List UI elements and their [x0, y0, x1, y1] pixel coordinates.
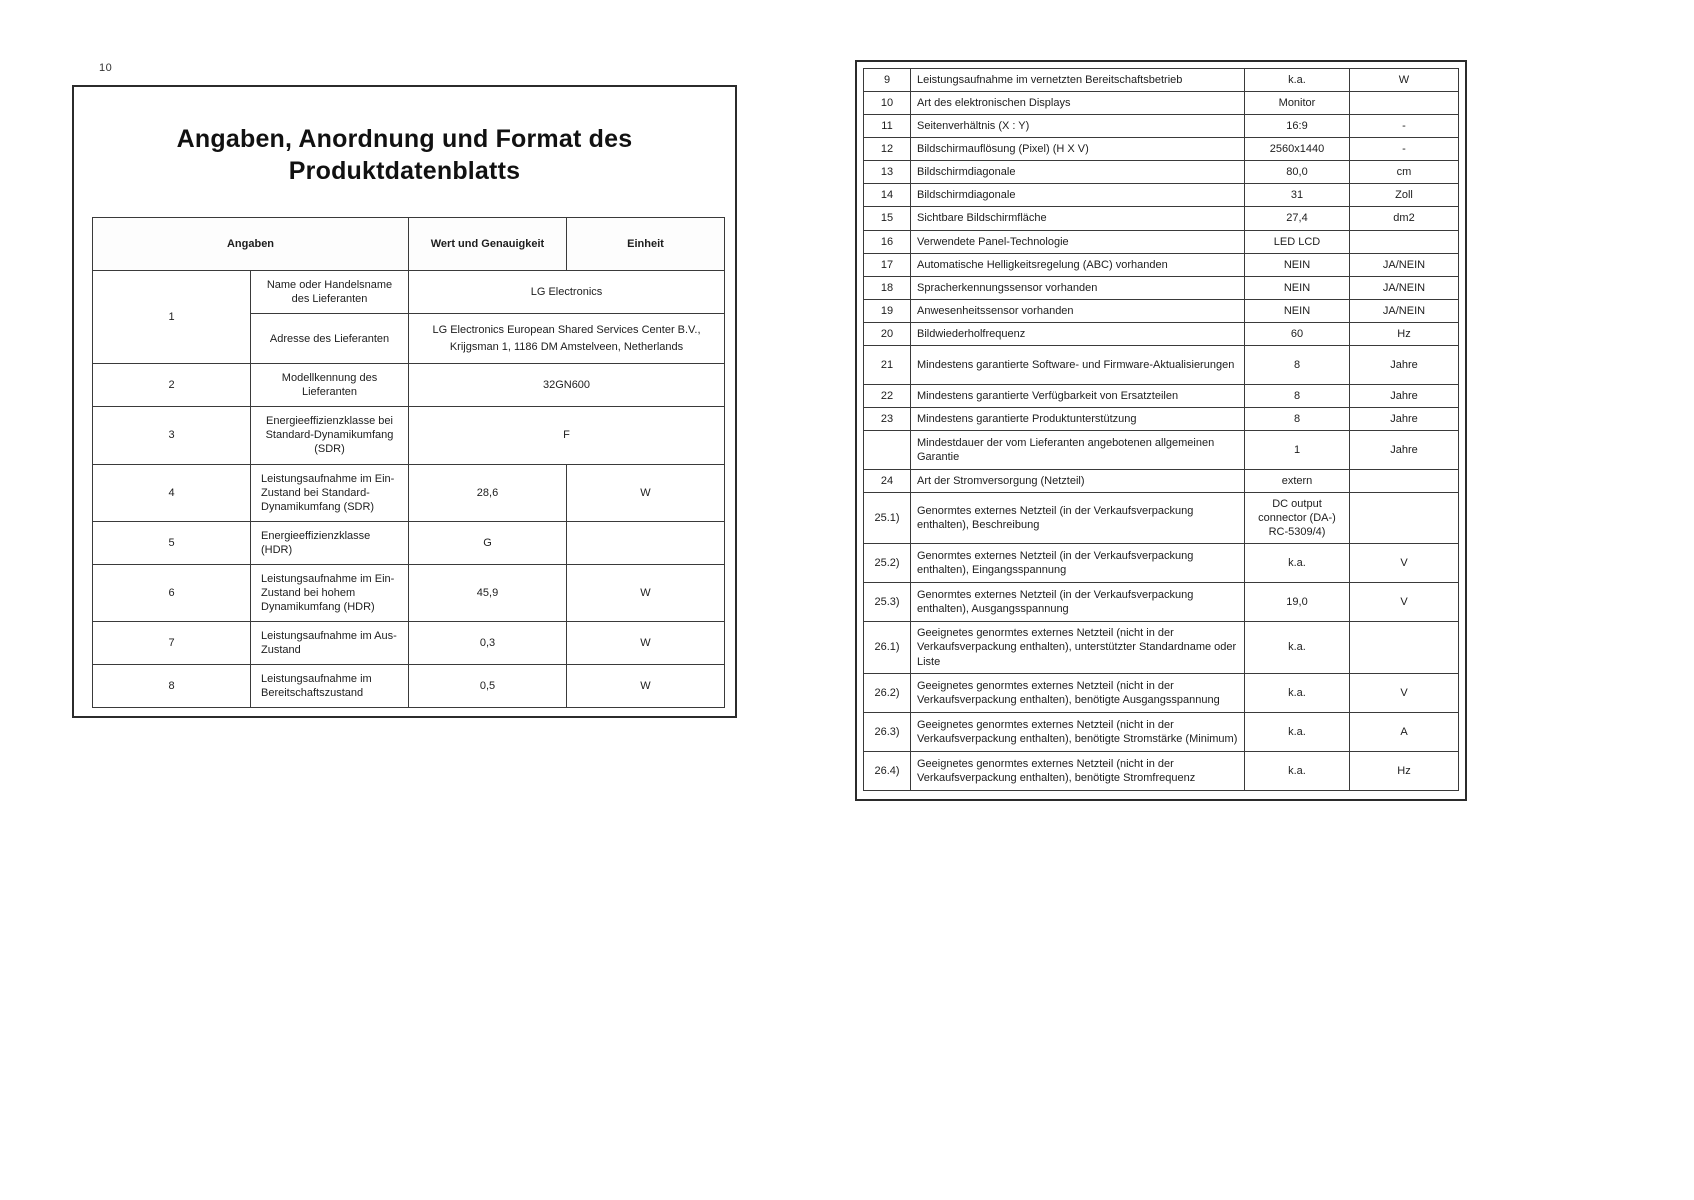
- row-label: Art des elektronischen Displays: [911, 92, 1245, 115]
- row-number: 26.3): [864, 712, 911, 751]
- row-number: 26.1): [864, 622, 911, 673]
- row-number: 10: [864, 92, 911, 115]
- table-row: [864, 751, 1459, 790]
- row-label: Mindestens garantierte Produktunterstützung: [911, 408, 1245, 431]
- table-row: [864, 92, 1459, 115]
- row-number: 2: [93, 364, 251, 407]
- row-unit: cm: [1350, 161, 1459, 184]
- row-unit: A: [1350, 712, 1459, 751]
- row-unit: dm2: [1350, 207, 1459, 230]
- table-header-row: [93, 218, 725, 271]
- table-row: [864, 253, 1459, 276]
- table-row: [93, 564, 725, 621]
- table-row: [864, 493, 1459, 544]
- row-unit: V: [1350, 673, 1459, 712]
- table-row: [864, 230, 1459, 253]
- row-number: 26.2): [864, 673, 911, 712]
- row-label: Bildschirmauflösung (Pixel) (H X V): [911, 138, 1245, 161]
- row-label: Leistungsaufnahme im Ein-Zustand bei hohem Dynamikumfang (HDR): [251, 564, 409, 621]
- row-label: Energieeffizienzklasse (HDR): [251, 521, 409, 564]
- row-label: Seitenverhältnis (X : Y): [911, 115, 1245, 138]
- row-number: 9: [864, 69, 911, 92]
- row-value: 60: [1245, 322, 1350, 345]
- row-label: Geeignetes genormtes externes Netzteil (nicht in der Verkaufsverpackung enthalten), benötigte Ausgangsspannung: [911, 673, 1245, 712]
- row-value: LED LCD: [1245, 230, 1350, 253]
- row-value: NEIN: [1245, 276, 1350, 299]
- row-value: 80,0: [1245, 161, 1350, 184]
- row-value: F: [409, 407, 725, 464]
- row-number: [864, 431, 911, 470]
- row-label: Genormtes externes Netzteil (in der Verkaufsverpackung enthalten), Beschreibung: [911, 493, 1245, 544]
- row-label: Leistungsaufnahme im Bereitschaftszustand: [251, 665, 409, 708]
- row-unit: W: [1350, 69, 1459, 92]
- product-data-table-left: [92, 217, 725, 708]
- row-number: 23: [864, 408, 911, 431]
- row-unit: W: [567, 464, 725, 521]
- row-number: 1: [93, 271, 251, 364]
- row-label: Art der Stromversorgung (Netzteil): [911, 470, 1245, 493]
- row-unit: W: [567, 564, 725, 621]
- row-unit: [567, 521, 725, 564]
- row-label: Automatische Helligkeitsregelung (ABC) vorhanden: [911, 253, 1245, 276]
- row-value: 28,6: [409, 464, 567, 521]
- table-row: [864, 583, 1459, 622]
- row-unit: Jahre: [1350, 345, 1459, 384]
- row-label: Mindestens garantierte Verfügbarkeit von Ersatzteilen: [911, 384, 1245, 407]
- row-value: 8: [1245, 408, 1350, 431]
- row-label: Bildwiederholfrequenz: [911, 322, 1245, 345]
- header-angaben: Angaben: [93, 218, 409, 271]
- table-row: [93, 364, 725, 407]
- row-number: 18: [864, 276, 911, 299]
- product-data-table-right: [863, 68, 1459, 791]
- row-value: G: [409, 521, 567, 564]
- row-number: 8: [93, 665, 251, 708]
- row-value: k.a.: [1245, 69, 1350, 92]
- row-label: Geeignetes genormtes externes Netzteil (nicht in der Verkaufsverpackung enthalten), benötigte Stromfrequenz: [911, 751, 1245, 790]
- row-label: Mindestdauer der vom Lieferanten angebotenen allgemeinen Garantie: [911, 431, 1245, 470]
- row-label: Anwesenheitssensor vorhanden: [911, 299, 1245, 322]
- row-value: 8: [1245, 384, 1350, 407]
- row-value: 19,0: [1245, 583, 1350, 622]
- row-number: 22: [864, 384, 911, 407]
- row-label: Geeignetes genormtes externes Netzteil (nicht in der Verkaufsverpackung enthalten), benötigte Stromstärke (Minimum): [911, 712, 1245, 751]
- row-number: 25.1): [864, 493, 911, 544]
- table-row: [864, 622, 1459, 673]
- row-unit: [1350, 470, 1459, 493]
- table-row: [864, 673, 1459, 712]
- row-value: k.a.: [1245, 622, 1350, 673]
- row-number: 21: [864, 345, 911, 384]
- row-label: Leistungsaufnahme im vernetzten Bereitschaftsbetrieb: [911, 69, 1245, 92]
- table-row: [93, 464, 725, 521]
- row-number: 11: [864, 115, 911, 138]
- row-number: 25.2): [864, 544, 911, 583]
- row-value: k.a.: [1245, 673, 1350, 712]
- row-number: 14: [864, 184, 911, 207]
- row-number: 16: [864, 230, 911, 253]
- table-row: [864, 345, 1459, 384]
- row-unit: Jahre: [1350, 408, 1459, 431]
- row-value: k.a.: [1245, 544, 1350, 583]
- table-row: [864, 115, 1459, 138]
- row-value: k.a.: [1245, 712, 1350, 751]
- row-value: extern: [1245, 470, 1350, 493]
- row-number: 25.3): [864, 583, 911, 622]
- table-row: [864, 712, 1459, 751]
- row-label: Bildschirmdiagonale: [911, 161, 1245, 184]
- row-unit: [1350, 622, 1459, 673]
- table-row: [864, 408, 1459, 431]
- table-row: [864, 299, 1459, 322]
- row-value: k.a.: [1245, 751, 1350, 790]
- table-row: [864, 322, 1459, 345]
- table-row: [93, 521, 725, 564]
- table-row: [864, 276, 1459, 299]
- row-unit: JA/NEIN: [1350, 276, 1459, 299]
- header-einheit: Einheit: [567, 218, 725, 271]
- row-unit: [1350, 230, 1459, 253]
- row-value: 27,4: [1245, 207, 1350, 230]
- row-label: Mindestens garantierte Software- und Firmware-Aktualisierungen: [911, 345, 1245, 384]
- row-value: Monitor: [1245, 92, 1350, 115]
- table-row: [864, 544, 1459, 583]
- row-unit: V: [1350, 544, 1459, 583]
- row-unit: JA/NEIN: [1350, 253, 1459, 276]
- row-unit: V: [1350, 583, 1459, 622]
- table-row: [864, 384, 1459, 407]
- row-label: Adresse des Lieferanten: [251, 314, 409, 364]
- table-row: [864, 184, 1459, 207]
- row-unit: [1350, 493, 1459, 544]
- row-number: 4: [93, 464, 251, 521]
- row-label: Verwendete Panel-Technologie: [911, 230, 1245, 253]
- row-number: 20: [864, 322, 911, 345]
- row-unit: Jahre: [1350, 384, 1459, 407]
- header-wert: Wert und Genauigkeit: [409, 218, 567, 271]
- row-unit: Zoll: [1350, 184, 1459, 207]
- row-label: Genormtes externes Netzteil (in der Verkaufsverpackung enthalten), Ausgangsspannung: [911, 583, 1245, 622]
- table-row: [93, 271, 725, 314]
- row-number: 17: [864, 253, 911, 276]
- row-unit: W: [567, 622, 725, 665]
- row-value: 0,3: [409, 622, 567, 665]
- row-label: Geeignetes genormtes externes Netzteil (nicht in der Verkaufsverpackung enthalten), unterstützter Standardname oder Liste: [911, 622, 1245, 673]
- row-unit: Hz: [1350, 322, 1459, 345]
- row-number: 12: [864, 138, 911, 161]
- row-label: Sichtbare Bildschirmfläche: [911, 207, 1245, 230]
- table-row: [864, 138, 1459, 161]
- table-row: [864, 470, 1459, 493]
- row-number: 24: [864, 470, 911, 493]
- row-number: 5: [93, 521, 251, 564]
- table-row: [864, 207, 1459, 230]
- row-value: 31: [1245, 184, 1350, 207]
- row-value: 45,9: [409, 564, 567, 621]
- row-number: 26.4): [864, 751, 911, 790]
- row-number: 13: [864, 161, 911, 184]
- row-label: Name oder Handelsname des Lieferanten: [251, 271, 409, 314]
- row-unit: Hz: [1350, 751, 1459, 790]
- row-label: Spracherkennungssensor vorhanden: [911, 276, 1245, 299]
- table-row: [93, 622, 725, 665]
- row-unit: JA/NEIN: [1350, 299, 1459, 322]
- table-row: [93, 407, 725, 464]
- row-value: NEIN: [1245, 299, 1350, 322]
- row-unit: -: [1350, 138, 1459, 161]
- table-row: [864, 431, 1459, 470]
- table-row: [93, 665, 725, 708]
- row-unit: Jahre: [1350, 431, 1459, 470]
- row-value: 16:9: [1245, 115, 1350, 138]
- row-value: DC output connector (DA-) RC-5309/4): [1245, 493, 1350, 544]
- row-value: LG Electronics: [409, 271, 725, 314]
- row-number: 15: [864, 207, 911, 230]
- row-unit: W: [567, 665, 725, 708]
- row-label: Modellkennung des Lieferanten: [251, 364, 409, 407]
- right-document-panel: [855, 60, 1467, 801]
- row-value: 8: [1245, 345, 1350, 384]
- row-label: Leistungsaufnahme im Ein-Zustand bei Standard-Dynamikumfang (SDR): [251, 464, 409, 521]
- row-value: NEIN: [1245, 253, 1350, 276]
- row-number: 6: [93, 564, 251, 621]
- row-unit: -: [1350, 115, 1459, 138]
- document-title: Angaben, Anordnung und Format des Produktdatenblatts: [176, 125, 633, 185]
- row-label: Energieeffizienzklasse bei Standard-Dynamikumfang (SDR): [251, 407, 409, 464]
- row-value: 2560x1440: [1245, 138, 1350, 161]
- row-value: LG Electronics European Shared Services Center B.V., Krijgsman 1, 1186 DM Amstelveen, Netherlands: [409, 314, 725, 364]
- row-value: 32GN600: [409, 364, 725, 407]
- row-label: Leistungsaufnahme im Aus-Zustand: [251, 622, 409, 665]
- row-label: Genormtes externes Netzteil (in der Verkaufsverpackung enthalten), Eingangsspannung: [911, 544, 1245, 583]
- row-unit: [1350, 92, 1459, 115]
- row-number: 19: [864, 299, 911, 322]
- table-row: [864, 69, 1459, 92]
- row-number: 7: [93, 622, 251, 665]
- row-value: 1: [1245, 431, 1350, 470]
- row-value: 0,5: [409, 665, 567, 708]
- page-number: 10: [99, 62, 113, 74]
- left-document-panel: [72, 85, 737, 718]
- row-label: Bildschirmdiagonale: [911, 184, 1245, 207]
- table-row: [864, 161, 1459, 184]
- row-number: 3: [93, 407, 251, 464]
